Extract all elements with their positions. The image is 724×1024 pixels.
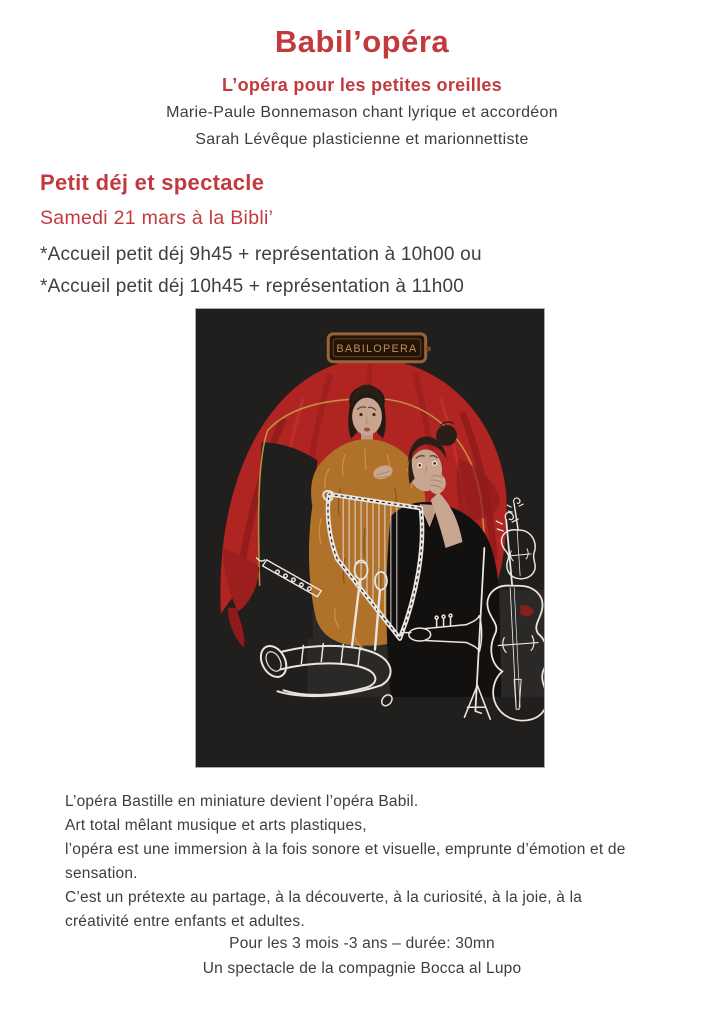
sign-text: BABILOPERA	[336, 342, 418, 355]
section-heading: Petit déj et spectacle	[40, 170, 265, 195]
sign-hook	[426, 346, 431, 351]
description-line: créativité entre enfants et adultes.	[65, 913, 305, 930]
session-line: *Accueil petit déj 10h45 + représentation à 11h00	[40, 276, 465, 297]
page-subtitle: L’opéra pour les petites oreilles	[222, 75, 502, 95]
page-title: Babil’opéra	[274, 24, 450, 59]
description-line: sensation.	[65, 865, 138, 882]
footer-block	[0, 931, 724, 981]
session-line: *Accueil petit déj 9h45 + représentation à 10h00 ou	[40, 244, 482, 265]
description-line: C’est un prétexte au partage, à la découverte, à la curiosité, à la joie, à la	[65, 889, 583, 906]
stage-sign	[328, 334, 431, 362]
show-photo-illustration	[196, 309, 544, 767]
show-photo	[195, 308, 545, 768]
date-line: Samedi 21 mars à la Bibli’	[40, 207, 274, 229]
credit-line: Sarah Lévêque plasticienne et marionnettiste	[195, 131, 529, 148]
description-line: l’opéra est une immersion à la fois sonore et visuelle, emprunte d’émotion et de	[65, 841, 626, 858]
credit-line: Marie-Paule Bonnemason chant lyrique et accordéon	[166, 104, 558, 121]
performer-singer	[348, 385, 385, 445]
company-line: Un spectacle de la compagnie Bocca al Lupo	[202, 960, 522, 977]
description-line: L’opéra Bastille en miniature devient l’opéra Babil.	[65, 793, 419, 810]
description-line: Art total mêlant musique et arts plastiques,	[65, 817, 367, 834]
audience-line: Pour les 3 mois -3 ans – durée: 30mn	[229, 935, 495, 952]
description-block	[65, 790, 665, 934]
